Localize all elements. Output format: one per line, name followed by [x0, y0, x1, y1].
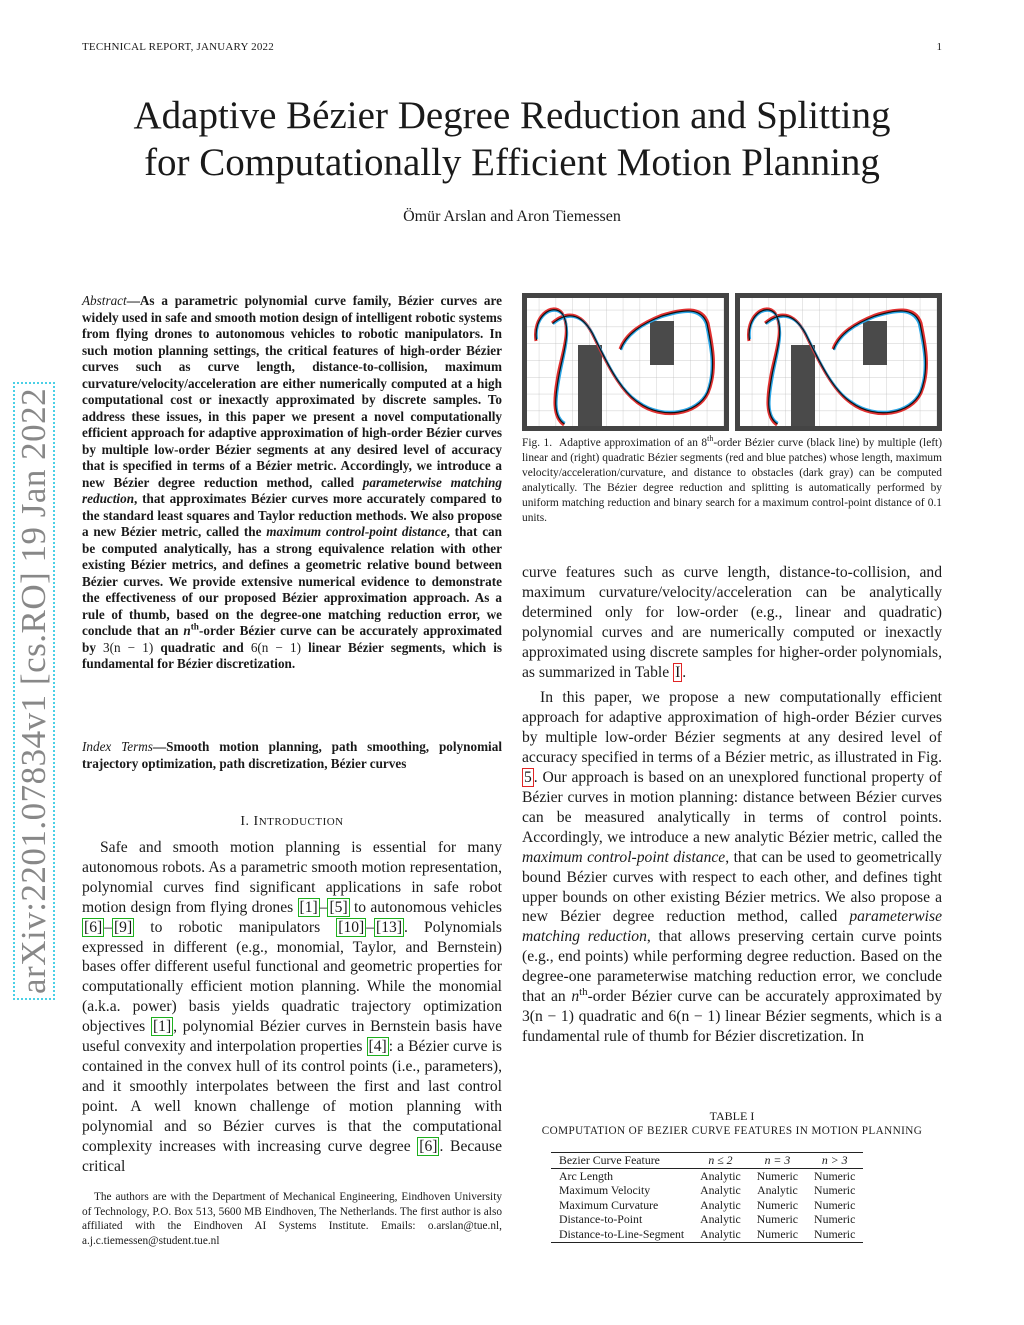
body-text: , that allows preserving certain curve points (e.g., end points) while performing degree reduction. Based on the degree-one parameterwise matching reduction error, we conclude that an: [522, 928, 942, 1006]
table-cell: Maximum Curvature: [559, 1197, 659, 1212]
table-row: [551, 1183, 863, 1198]
abstract-text: linear Bézier segments, which is fundamental for Bézier discretization.: [82, 639, 502, 671]
body-text: . Because critical: [82, 1137, 503, 1175]
table-cell: Numeric: [814, 1212, 856, 1227]
figure-1-plots: [522, 293, 942, 431]
body-paragraph: [522, 563, 942, 682]
table-header-row: [551, 1153, 863, 1169]
index-terms-text: —Smooth motion planning, path smoothing, polynomial trajectory optimization, path discretization, Bézier curves: [82, 739, 502, 771]
table-cell: Numeric: [814, 1168, 856, 1183]
abstract-lead: Abstract: [82, 293, 127, 308]
table-cell: Maximum Velocity: [559, 1183, 651, 1198]
math-var: n: [183, 623, 191, 638]
table-row: [551, 1212, 863, 1227]
table-cell: Numeric: [756, 1168, 799, 1183]
table-caption: COMPUTATION OF BEZIER CURVE FEATURES IN MOTION PLANNING: [541, 1125, 923, 1137]
citation-link[interactable]: [5]: [329, 898, 348, 916]
section-name-rest: NTRODUCTION: [258, 816, 344, 828]
section-number: I.: [240, 814, 254, 829]
abstract-text: —As a parametric polynomial curve family, Bézier curves are widely used in safe and smooth motion design of intelligent robotic systems from flying drones to autonomous vehicles to robotic manipulators. In such motion planning settings, the critical features of high-order Bézier curves such as curve length, distance-to-collision, maximum curvature/velocity/acceleration are either numerically computed at a high computational cost or inexactly approximated by discrete samples. To address these issues, in this paper we present a novel computationally efficient approach for adaptive approximation of high-order Bézier curves by multiple low-order Bézier segments at any desired level of accuracy that is specified in terms of a Bézier metric. Accordingly, we introduce a new Bézier degree reduction method, called: [82, 293, 502, 490]
table-header-cell: n = 3: [764, 1153, 791, 1167]
figure-left-panel: [525, 296, 727, 429]
table-row: [551, 1227, 863, 1242]
abstract-text: quadratic and: [153, 639, 251, 655]
table-row: [551, 1168, 863, 1183]
right-column-body: [522, 563, 942, 1047]
body-text: , polynomial Bézier curves in Bernstein basis have useful convexity and interpolation properties: [82, 1018, 503, 1056]
title-line-2: for Computationally Efficient Motion Planning: [144, 141, 880, 184]
math-formula: 3(n − 1): [103, 639, 154, 655]
table-cell: Analytic: [757, 1183, 798, 1198]
body-text: Safe and smooth motion planning is essential for many autonomous robots. As a parametric smooth motion representation, polynomial curves find significant applications in safe robot motion design from flying drones: [82, 839, 502, 916]
table-row: [551, 1198, 863, 1213]
table-cell: Analytic: [700, 1197, 741, 1212]
body-text: –: [319, 898, 328, 916]
citation-link[interactable]: [9]: [113, 918, 133, 936]
caption-text: Adaptive approximation of an 8: [559, 437, 708, 449]
body-text: linear Bézier segments, which is a fundamental rule of thumb for Bézier discretization. In: [522, 1007, 942, 1045]
features-table: [551, 1152, 863, 1243]
citation-link[interactable]: [4]: [368, 1038, 387, 1056]
table-cell: Numeric: [756, 1197, 799, 1212]
body-text: .: [682, 663, 687, 681]
table-ref-link[interactable]: I: [675, 663, 681, 681]
table-cell: Distance-to-Point: [559, 1212, 643, 1227]
body-text: . Our approach is based on an unexplored functional property of Bézier curves in motion planning: distance between Bézier curves can be measured analytically in terms of control points. Accordingly, we introduce a new analytic Bézier metric, called the: [522, 769, 942, 846]
footnote: The authors are with the Department of Mechanical Engineering, Eindhoven University of Technology, P.O. Box 513, 5600 MB Eindhoven, The Netherlands. The first author is also affiliated with the Eindhoven AI Systems Institute. Emails: o.arslan@tue.nl, a.j.c.tiemessen@student.tue.nl: [82, 1191, 502, 1247]
abstract: [82, 293, 502, 673]
abstract-emphasis: parameterwise matching reduction: [82, 474, 502, 506]
table-cell: Analytic: [700, 1168, 741, 1183]
body-text: to autonomous vehicles: [349, 898, 502, 916]
body-text: . Polynomials expressed in different (e.g., monomial, Taylor, and Bernstein) bases offer different useful functional and geometric properties for computationally efficient motion planning. While the monomial (a.k.a. power) basis yields quadratic trajectory optimization objectives: [82, 918, 502, 1036]
index-terms-lead: Index Terms: [82, 739, 153, 754]
citation-link[interactable]: [6]: [84, 918, 103, 936]
obstacle-rect: [863, 321, 887, 365]
arxiv-stamp[interactable]: arXiv:2201.07834v1 [cs.RO] 19 Jan 2022: [13, 382, 55, 1000]
emphasis: parameterwise matching reduction: [522, 908, 942, 946]
table-cell: Analytic: [700, 1226, 741, 1241]
body-text: curve features such as curve length, distance-to-collision, and maximum curvature/velocity/acceleration can be analytically determined only for low-order (e.g., linear and quadratic) polynomial curves and are numerically computed or inexactly approximated using discrete samples for higher-order polynomials, as summarized in Table: [522, 564, 942, 681]
abstract-text: , that can be computed analytically, has a strong equivalence relation with other existing Bézier metrics, and defines a geometric relative bound between Bézier curves. We provide extensive numerical evidence to demonstrate the effectiveness of our proposed Bézier approximation approach. As a rule of thumb, based on the degree-one matching reduction error, we conclude that an: [82, 524, 502, 638]
body-text: to robotic manipulators: [134, 918, 337, 936]
citation-link[interactable]: [1]: [299, 898, 318, 916]
citation-link[interactable]: [6]: [419, 1137, 438, 1155]
table-header-cell: n ≤ 2: [708, 1153, 733, 1167]
table-cell: Numeric: [814, 1183, 856, 1198]
citation-link[interactable]: [10]: [338, 918, 365, 936]
table-header-cell: n > 3: [821, 1153, 848, 1167]
index-terms: [82, 739, 502, 772]
table-cell: Distance-to-Line-Segment: [559, 1226, 685, 1241]
table-cell: Numeric: [756, 1212, 799, 1227]
emphasis: maximum control-point distance: [522, 848, 726, 866]
page-number: 1: [936, 41, 942, 53]
caption-text: -order Bézier curve (black line) by multiple (left) linear and (right) quadratic Bézier segments (red and blue patches) whose length, maximum velocity/acceleration/curvature, and distance to obstacles (dark gray) can be computed analytically. The Bézier degree reduction and splitting is automatically performed by uniform matching reduction and binary search for a maximum control-point distance of 0.1 units.: [522, 437, 942, 525]
obstacle-rect: [650, 321, 674, 365]
table-cell: Numeric: [814, 1197, 856, 1212]
math-formula: 6(n − 1): [250, 639, 302, 655]
table-header-cell: Bezier Curve Feature: [559, 1153, 660, 1167]
math-var: n: [571, 988, 580, 1006]
table-cell: Arc Length: [559, 1168, 614, 1183]
figure-right-panel: [738, 296, 940, 429]
body-text: In this paper, we propose a new computationally efficient approach for adaptive approximation of high-order Bézier curves by multiple low-order Bézier segments at any desired level of accuracy specified in terms of a Bézier metric, as illustrated in Fig.: [522, 689, 942, 767]
authors: Ömür Arslan and Aron Tiemessen: [403, 208, 621, 225]
body-text: : a Bézier curve is contained in the convex hull of its control points (i.e., parameters), and it smoothly interpolates between the first and last control point. A well known challenge of motion planning with polynomial and so Bézier curves is that the computational complexity increases with increasing curve degree: [82, 1038, 502, 1155]
superscript: th: [579, 985, 588, 998]
paper-title: [60, 92, 964, 186]
table-cell: Numeric: [756, 1226, 799, 1241]
title-line-1: Adaptive Bézier Degree Reduction and Splitting: [133, 94, 891, 137]
body-text: , that can be used to geometrically bound Bézier curves with respect to each other, and defines tight upper bounds on other existing Bézier metrics. We also propose a new Bézier degree reduction method, called: [522, 848, 942, 926]
table-cell: Analytic: [700, 1183, 741, 1198]
abstract-text: , that approximates Bézier curves more accurately compared to the standard least squares and Taylor reduction methods. We also propose a new Bézier metric, called the: [82, 491, 502, 539]
body-text: –: [104, 918, 112, 936]
figure-1: [522, 293, 942, 431]
section-heading: [82, 814, 502, 830]
table-cell: Analytic: [700, 1212, 741, 1227]
intro-paragraph: [82, 838, 502, 1176]
section-name-cap: I: [253, 814, 259, 829]
citation-link[interactable]: [1]: [152, 1018, 172, 1036]
abstract-emphasis: maximum control-point distance: [266, 524, 447, 539]
body-text: –: [366, 918, 375, 936]
citation-link[interactable]: [13]: [376, 918, 403, 936]
superscript: th: [190, 621, 199, 632]
figure-caption: [522, 436, 942, 527]
table-number: TABLE I: [709, 1109, 755, 1123]
obstacle-rect: [791, 345, 815, 426]
body-text: -order Bézier curve can be accurately approximated by: [587, 988, 942, 1006]
math-formula: 3(n − 1): [522, 1007, 574, 1025]
figure-ref-link[interactable]: 5: [524, 769, 532, 787]
abstract-text: -order Bézier curve can be accurately approximated by: [82, 623, 502, 655]
superscript: th: [707, 434, 714, 444]
body-paragraph: [522, 688, 942, 1046]
body-text: quadratic and: [573, 1007, 669, 1025]
table-cell: Numeric: [814, 1226, 856, 1241]
running-header: TECHNICAL REPORT, JANUARY 2022: [82, 41, 274, 53]
math-formula: 6(n − 1): [668, 1007, 721, 1025]
figure-label: Fig. 1.: [522, 437, 553, 449]
obstacle-rect: [578, 345, 602, 426]
